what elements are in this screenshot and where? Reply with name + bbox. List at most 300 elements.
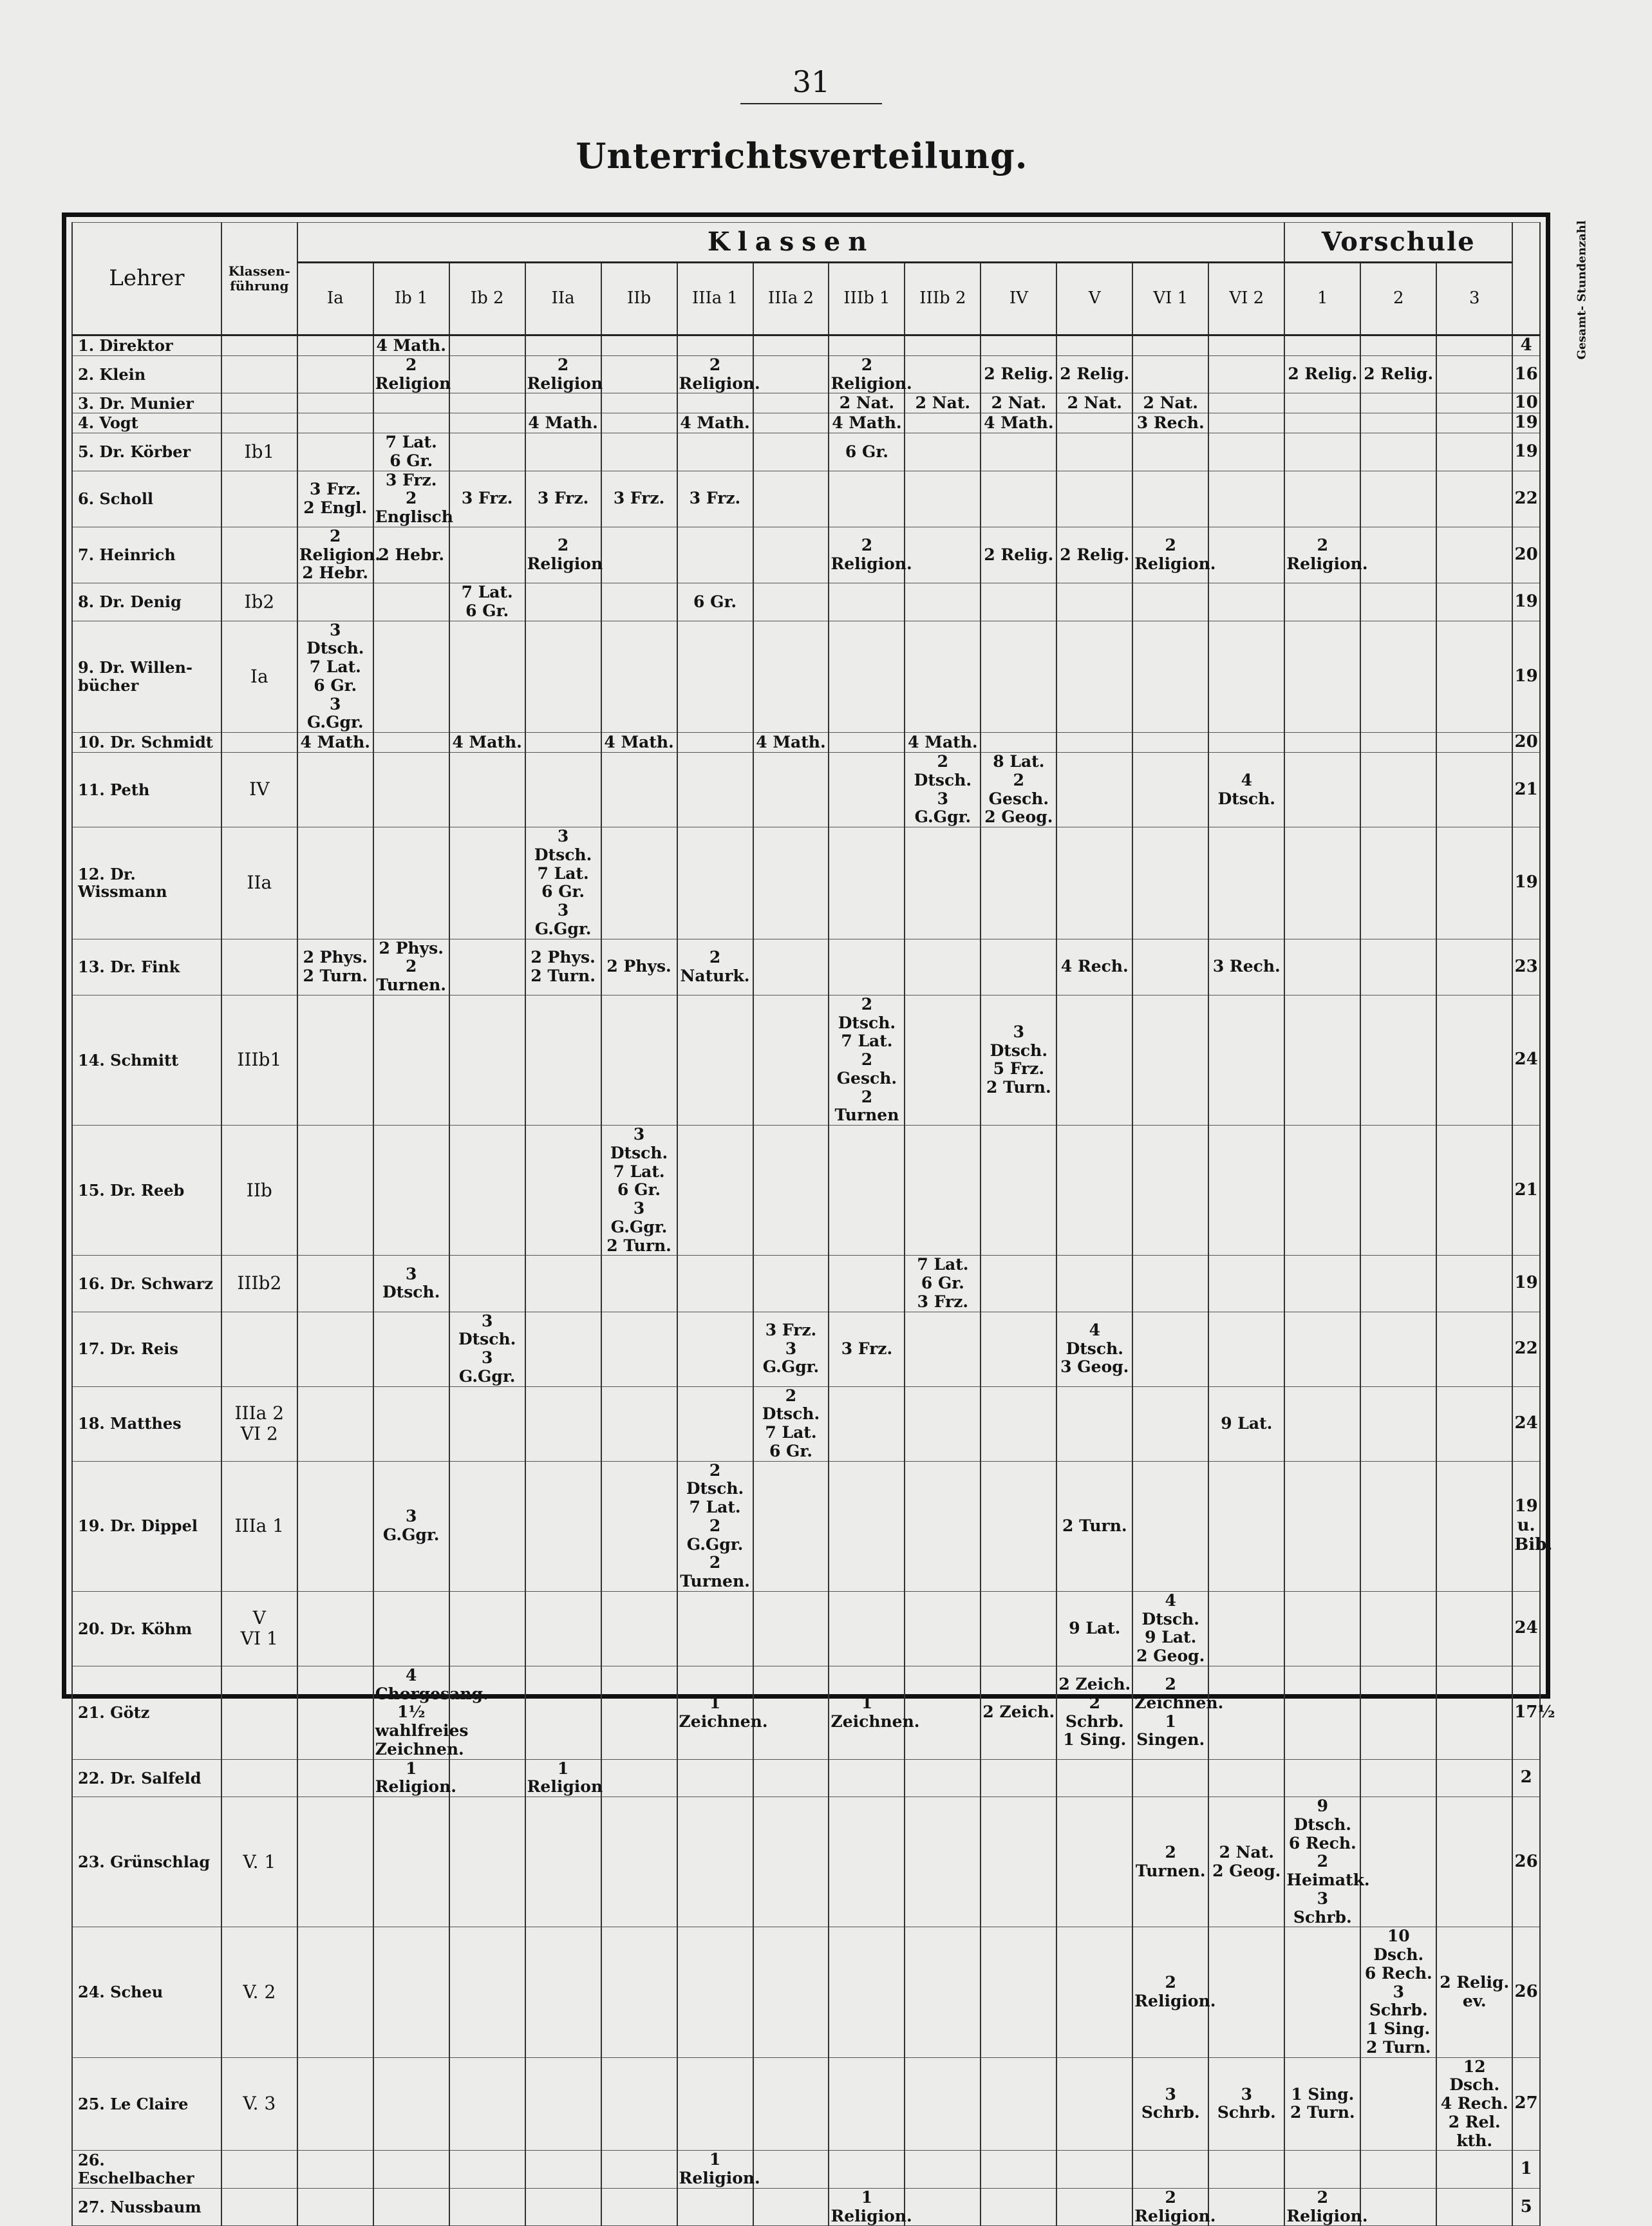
klassenfuehrung-cell — [221, 1666, 297, 1759]
lesson-cell — [601, 1591, 677, 1666]
lesson-cell — [1208, 2188, 1284, 2226]
lesson-cell: 3 Frz. 2 Engl. — [297, 471, 373, 527]
lesson-cell — [1132, 1461, 1208, 1591]
lesson-cell: 4 Rech. — [1056, 939, 1132, 995]
lesson-cell — [601, 995, 677, 1125]
total-hours: 1 — [1512, 2151, 1540, 2189]
lesson-cell — [601, 433, 677, 471]
lesson-cell — [1284, 1591, 1360, 1666]
total-hours: 19 — [1512, 583, 1540, 621]
lesson-cell — [1284, 621, 1360, 733]
lesson-cell — [829, 939, 905, 995]
lesson-cell: 9 Dtsch. 6 Rech. 2 Heimatk. 3 Schrb. — [1284, 1797, 1360, 1927]
lesson-cell — [905, 1312, 981, 1386]
column-header: IIb — [601, 263, 677, 335]
lesson-cell: 12 Dsch. 4 Rech. 2 Rel. kth. — [1436, 2057, 1512, 2151]
lesson-cell — [829, 1759, 905, 1797]
lesson-cell — [1360, 1591, 1436, 1666]
total-hours: 19 — [1512, 827, 1540, 939]
column-header: IIIb 1 — [829, 263, 905, 335]
lesson-cell — [1208, 2151, 1284, 2189]
lesson-cell — [753, 471, 829, 527]
lesson-cell — [753, 1927, 829, 2057]
lesson-cell — [981, 733, 1056, 753]
klassenfuehrung-cell — [221, 393, 297, 413]
lesson-cell — [525, 733, 601, 753]
lesson-cell — [1360, 2151, 1436, 2189]
lesson-cell — [373, 1312, 449, 1386]
lesson-cell — [297, 393, 373, 413]
lesson-cell — [1132, 2151, 1208, 2189]
lesson-cell — [297, 1759, 373, 1797]
lesson-cell: 1 Religion. — [829, 2188, 905, 2226]
lesson-cell — [525, 1591, 601, 1666]
lesson-cell — [1208, 583, 1284, 621]
lesson-cell: 2 Zeich. 2 Schrb. 1 Sing. — [1056, 1666, 1132, 1759]
lesson-cell: 2 Religion — [525, 355, 601, 393]
lesson-cell — [601, 1927, 677, 2057]
total-hours: 19 — [1512, 1256, 1540, 1312]
lesson-cell — [601, 2057, 677, 2151]
total-hours: 21 — [1512, 1126, 1540, 1256]
lesson-cell — [829, 621, 905, 733]
lesson-cell — [297, 1312, 373, 1386]
table-row — [72, 1126, 1540, 1256]
lesson-cell — [981, 1126, 1056, 1256]
header-lehrer: Lehrer — [72, 223, 221, 335]
lesson-cell — [1436, 1386, 1512, 1461]
lesson-cell — [905, 939, 981, 995]
lesson-cell — [1056, 995, 1132, 1125]
lesson-cell — [829, 1927, 905, 2057]
lesson-cell — [601, 413, 677, 433]
lesson-cell — [677, 527, 753, 583]
lesson-cell — [981, 1797, 1056, 1927]
lesson-cell — [449, 355, 525, 393]
total-hours: 4 — [1512, 335, 1540, 356]
lesson-cell — [373, 413, 449, 433]
lesson-cell — [829, 1591, 905, 1666]
lesson-cell: 4 Math. — [677, 413, 753, 433]
total-hours: 16 — [1512, 355, 1540, 393]
table-row — [72, 2188, 1540, 2226]
lesson-cell — [297, 1386, 373, 1461]
lesson-cell — [677, 1591, 753, 1666]
lesson-cell — [1436, 1312, 1512, 1386]
lesson-cell — [1284, 995, 1360, 1125]
lesson-cell — [1360, 413, 1436, 433]
teacher-name: 25. Le Claire — [72, 2057, 221, 2151]
lesson-cell — [1056, 1126, 1132, 1256]
table-row — [72, 995, 1540, 1125]
lesson-cell — [373, 621, 449, 733]
teacher-name: 23. Grünschlag — [72, 1797, 221, 1927]
lesson-cell — [981, 2151, 1056, 2189]
lesson-cell — [1208, 1461, 1284, 1591]
total-hours: 20 — [1512, 527, 1540, 583]
lesson-cell: 2 Religion. — [829, 355, 905, 393]
lesson-cell — [1208, 1591, 1284, 1666]
lesson-cell — [753, 1461, 829, 1591]
table-row — [72, 753, 1540, 827]
klassenfuehrung-cell — [221, 527, 297, 583]
teacher-name: 22. Dr. Salfeld — [72, 1759, 221, 1797]
lesson-cell — [981, 1256, 1056, 1312]
column-header: 1 — [1284, 263, 1360, 335]
lesson-cell: 3 Dtsch. 3 G.Ggr. — [449, 1312, 525, 1386]
lesson-cell — [905, 621, 981, 733]
lesson-cell — [1208, 1759, 1284, 1797]
lesson-cell — [1284, 413, 1360, 433]
lesson-cell — [1208, 1312, 1284, 1386]
lesson-cell — [297, 827, 373, 939]
teacher-name: 8. Dr. Denig — [72, 583, 221, 621]
klassenfuehrung-cell: V. 1 — [221, 1797, 297, 1927]
lesson-cell — [1208, 471, 1284, 527]
lesson-cell — [297, 583, 373, 621]
lesson-cell — [449, 2188, 525, 2226]
table-row — [72, 355, 1540, 393]
total-hours: 19 u. Bib. — [1512, 1461, 1540, 1591]
lesson-cell — [1132, 1312, 1208, 1386]
lesson-cell: 1 Zeichnen. — [677, 1666, 753, 1759]
lesson-cell: 3 Rech. — [1132, 413, 1208, 433]
lesson-cell — [1436, 939, 1512, 995]
column-header: Ib 1 — [373, 263, 449, 335]
lesson-cell — [829, 1256, 905, 1312]
total-hours: 19 — [1512, 433, 1540, 471]
lesson-cell — [1284, 1666, 1360, 1759]
total-hours: 23 — [1512, 939, 1540, 995]
lesson-cell — [677, 1126, 753, 1256]
total-hours: 17½ — [1512, 1666, 1540, 1759]
lesson-cell: 2 Religion. — [1284, 527, 1360, 583]
lesson-cell — [1436, 1797, 1512, 1927]
lesson-cell — [1132, 995, 1208, 1125]
lesson-cell — [677, 2188, 753, 2226]
lesson-cell — [449, 527, 525, 583]
lesson-cell — [677, 733, 753, 753]
klassenfuehrung-cell: IV — [221, 753, 297, 827]
lesson-cell — [525, 2057, 601, 2151]
schedule-table — [71, 220, 1589, 2226]
lesson-cell — [601, 753, 677, 827]
lesson-cell: 3 Rech. — [1208, 939, 1284, 995]
lesson-cell — [1284, 335, 1360, 356]
lesson-cell: 2 Religion — [373, 355, 449, 393]
lesson-cell — [373, 2057, 449, 2151]
total-hours: 22 — [1512, 1312, 1540, 1386]
lesson-cell: 2 Religion. 2 Hebr. — [297, 527, 373, 583]
lesson-cell — [829, 583, 905, 621]
lesson-cell — [449, 1256, 525, 1312]
lesson-cell: 4 Math. — [297, 733, 373, 753]
lesson-cell — [829, 1797, 905, 1927]
lesson-cell: 2 Phys. 2 Turn. — [525, 939, 601, 995]
lesson-cell: 3 Dtsch. 7 Lat. 6 Gr. 3 G.Ggr. — [525, 827, 601, 939]
lesson-cell: 9 Lat. — [1208, 1386, 1284, 1461]
klassenfuehrung-cell: IIa — [221, 827, 297, 939]
lesson-cell — [829, 753, 905, 827]
lesson-cell — [1436, 355, 1512, 393]
table-row — [72, 621, 1540, 733]
lesson-cell — [1360, 827, 1436, 939]
lesson-cell: 4 Math. — [905, 733, 981, 753]
lesson-cell — [1132, 1126, 1208, 1256]
header-gesamt-text: Gesamt- Stundenzahl — [1575, 220, 1589, 359]
column-header: IIa — [525, 263, 601, 335]
lesson-cell — [1436, 335, 1512, 356]
lesson-cell — [1284, 733, 1360, 753]
lesson-cell — [1360, 2057, 1436, 2151]
schedule-frame — [62, 212, 1589, 2225]
lesson-cell — [1056, 753, 1132, 827]
lesson-cell — [905, 583, 981, 621]
lesson-cell — [753, 527, 829, 583]
lesson-cell — [905, 995, 981, 1125]
lesson-cell — [525, 1927, 601, 2057]
lesson-cell — [829, 1461, 905, 1591]
lesson-cell — [297, 1666, 373, 1759]
klassenfuehrung-cell: Ib2 — [221, 583, 297, 621]
lesson-cell — [525, 433, 601, 471]
lesson-cell — [829, 827, 905, 939]
lesson-cell: 3 Frz. 2 Englisch — [373, 471, 449, 527]
page-title: Unterrichtsverteilung. — [576, 135, 1028, 176]
lesson-cell — [1208, 1666, 1284, 1759]
lesson-cell: 2 Religion. — [1132, 2188, 1208, 2226]
lesson-cell — [905, 1927, 981, 2057]
lesson-cell — [981, 1927, 1056, 2057]
klassenfuehrung-cell — [221, 1312, 297, 1386]
lesson-cell — [1056, 433, 1132, 471]
lesson-cell — [1056, 413, 1132, 433]
lesson-cell — [753, 827, 829, 939]
lesson-cell — [1056, 621, 1132, 733]
lesson-cell — [297, 1461, 373, 1591]
lesson-cell — [1132, 583, 1208, 621]
total-hours: 10 — [1512, 393, 1540, 413]
lesson-cell: 2 Religion. — [1132, 1927, 1208, 2057]
table-row — [72, 335, 1540, 356]
lesson-cell: 2 Zeich. — [981, 1666, 1056, 1759]
lesson-cell: 4 Math. — [373, 335, 449, 356]
lesson-cell — [1056, 2188, 1132, 2226]
table-row — [72, 2151, 1540, 2189]
lesson-cell — [1436, 1666, 1512, 1759]
lesson-cell — [981, 621, 1056, 733]
lesson-cell — [373, 753, 449, 827]
table-row — [72, 1591, 1540, 1666]
lesson-cell — [1208, 1927, 1284, 2057]
lesson-cell — [601, 1312, 677, 1386]
lesson-cell — [1056, 827, 1132, 939]
table-row — [72, 1797, 1540, 1927]
lesson-cell — [1208, 433, 1284, 471]
teacher-name: 18. Matthes — [72, 1386, 221, 1461]
table-row — [72, 1386, 1540, 1461]
klassenfuehrung-cell — [221, 2188, 297, 2226]
lesson-cell — [525, 1797, 601, 1927]
klassenfuehrung-cell — [221, 335, 297, 356]
lesson-cell — [373, 995, 449, 1125]
lesson-cell — [1132, 621, 1208, 733]
lesson-cell — [1284, 1256, 1360, 1312]
lesson-cell — [1360, 939, 1436, 995]
lesson-cell: 2 Nat. — [1056, 393, 1132, 413]
klassenfuehrung-cell — [221, 413, 297, 433]
lesson-cell — [1208, 827, 1284, 939]
lesson-cell: 2 Relig. — [1360, 355, 1436, 393]
lesson-cell — [1208, 733, 1284, 753]
lesson-cell — [905, 1759, 981, 1797]
table-row — [72, 1256, 1540, 1312]
teacher-name: 2. Klein — [72, 355, 221, 393]
teacher-name: 11. Peth — [72, 753, 221, 827]
lesson-cell — [525, 1312, 601, 1386]
lesson-cell — [905, 1386, 981, 1461]
lesson-cell — [449, 1386, 525, 1461]
teacher-name: 24. Scheu — [72, 1927, 221, 2057]
lesson-cell — [449, 2151, 525, 2189]
lesson-cell — [449, 621, 525, 733]
lesson-cell — [905, 527, 981, 583]
lesson-cell — [1208, 995, 1284, 1125]
lesson-cell: 2 Nat. — [981, 393, 1056, 413]
lesson-cell — [1360, 1666, 1436, 1759]
lesson-cell — [1132, 335, 1208, 356]
lesson-cell — [753, 433, 829, 471]
lesson-cell — [1208, 355, 1284, 393]
lesson-cell — [373, 827, 449, 939]
teacher-name: 14. Schmitt — [72, 995, 221, 1125]
lesson-cell — [525, 995, 601, 1125]
lesson-cell: 3 Dtsch. 7 Lat. 6 Gr. 3 G.Ggr. — [297, 621, 373, 733]
lesson-cell — [1436, 1591, 1512, 1666]
klassenfuehrung-cell: Ia — [221, 621, 297, 733]
lesson-cell — [1436, 471, 1512, 527]
table-row — [72, 827, 1540, 939]
lesson-cell — [677, 1927, 753, 2057]
table-row — [72, 527, 1540, 583]
lesson-cell — [677, 1797, 753, 1927]
total-hours: 20 — [1512, 733, 1540, 753]
teacher-name: 15. Dr. Reeb — [72, 1126, 221, 1256]
lesson-cell — [601, 1666, 677, 1759]
lesson-cell — [1436, 621, 1512, 733]
lesson-cell — [753, 1591, 829, 1666]
lesson-cell — [1132, 1386, 1208, 1461]
lesson-cell: 4 Dtsch. 3 Geog. — [1056, 1312, 1132, 1386]
lesson-cell: 3 Schrb. — [1208, 2057, 1284, 2151]
lesson-cell — [297, 1797, 373, 1927]
table-row — [72, 2057, 1540, 2151]
lesson-cell — [753, 355, 829, 393]
lesson-cell — [601, 2151, 677, 2189]
lesson-cell — [373, 393, 449, 413]
klassenfuehrung-cell: IIIa 2 VI 2 — [221, 1386, 297, 1461]
lesson-cell — [905, 413, 981, 433]
lesson-cell — [373, 1386, 449, 1461]
lesson-cell — [677, 753, 753, 827]
lesson-cell — [297, 2188, 373, 2226]
total-hours: 5 — [1512, 2188, 1540, 2226]
lesson-cell: 2 Turnen. — [1132, 1797, 1208, 1927]
table-row — [72, 1312, 1540, 1386]
lesson-cell — [829, 335, 905, 356]
table-row — [72, 413, 1540, 433]
lesson-cell: 6 Gr. — [677, 583, 753, 621]
lesson-cell: 2 Phys. 2 Turn. — [297, 939, 373, 995]
lesson-cell — [753, 939, 829, 995]
lesson-cell: 9 Lat. — [1056, 1591, 1132, 1666]
klassenfuehrung-cell: V VI 1 — [221, 1591, 297, 1666]
lesson-cell — [1056, 471, 1132, 527]
lesson-cell: 3 Dtsch. 7 Lat. 6 Gr. 3 G.Ggr. 2 Turn. — [601, 1126, 677, 1256]
lesson-cell — [1284, 2151, 1360, 2189]
lesson-cell — [601, 827, 677, 939]
lesson-cell — [1056, 1797, 1132, 1927]
lesson-cell — [1132, 355, 1208, 393]
lesson-cell — [1436, 413, 1512, 433]
lesson-cell — [753, 995, 829, 1125]
teacher-name: 12. Dr. Wissmann — [72, 827, 221, 939]
lesson-cell — [601, 1256, 677, 1312]
lesson-cell — [1436, 393, 1512, 413]
teacher-name: 27. Nussbaum — [72, 2188, 221, 2226]
table-row — [72, 471, 1540, 527]
lesson-cell — [981, 335, 1056, 356]
lesson-cell — [1360, 1759, 1436, 1797]
lesson-cell — [297, 2151, 373, 2189]
klassenfuehrung-cell — [221, 355, 297, 393]
lesson-cell — [829, 733, 905, 753]
teacher-name: 10. Dr. Schmidt — [72, 733, 221, 753]
lesson-cell — [449, 753, 525, 827]
lesson-cell — [677, 393, 753, 413]
lesson-cell: 2 Nat. 2 Geog. — [1208, 1797, 1284, 1927]
lesson-cell: 10 Dsch. 6 Rech. 3 Schrb. 1 Sing. 2 Turn. — [1360, 1927, 1436, 2057]
lesson-cell — [905, 471, 981, 527]
lesson-cell — [981, 1461, 1056, 1591]
lesson-cell — [525, 2151, 601, 2189]
lesson-cell — [373, 1927, 449, 2057]
lesson-cell — [297, 995, 373, 1125]
lesson-cell: 3 Frz. — [449, 471, 525, 527]
lesson-cell: 2 Dtsch. 7 Lat. 2 Gesch. 2 Turnen — [829, 995, 905, 1125]
column-header: VI 1 — [1132, 263, 1208, 335]
page-number: 31 — [740, 64, 882, 104]
lesson-cell — [753, 1126, 829, 1256]
lesson-cell: 3 Frz. — [601, 471, 677, 527]
total-hours: 21 — [1512, 753, 1540, 827]
lesson-cell: 2 Nat. — [829, 393, 905, 413]
lesson-cell — [1284, 393, 1360, 413]
lesson-cell — [1284, 1759, 1360, 1797]
teacher-name: 13. Dr. Fink — [72, 939, 221, 995]
lesson-cell — [297, 413, 373, 433]
lesson-cell — [601, 1797, 677, 1927]
klassenfuehrung-cell — [221, 733, 297, 753]
lesson-cell: 4 Math. — [525, 413, 601, 433]
lesson-cell: 1 Religion. — [677, 2151, 753, 2189]
lesson-cell — [677, 335, 753, 356]
lesson-cell — [829, 2057, 905, 2151]
klassenfuehrung-cell: Ib1 — [221, 433, 297, 471]
lesson-cell: 8 Lat. 2 Gesch. 2 Geog. — [981, 753, 1056, 827]
lesson-cell — [829, 2151, 905, 2189]
lesson-cell — [677, 433, 753, 471]
